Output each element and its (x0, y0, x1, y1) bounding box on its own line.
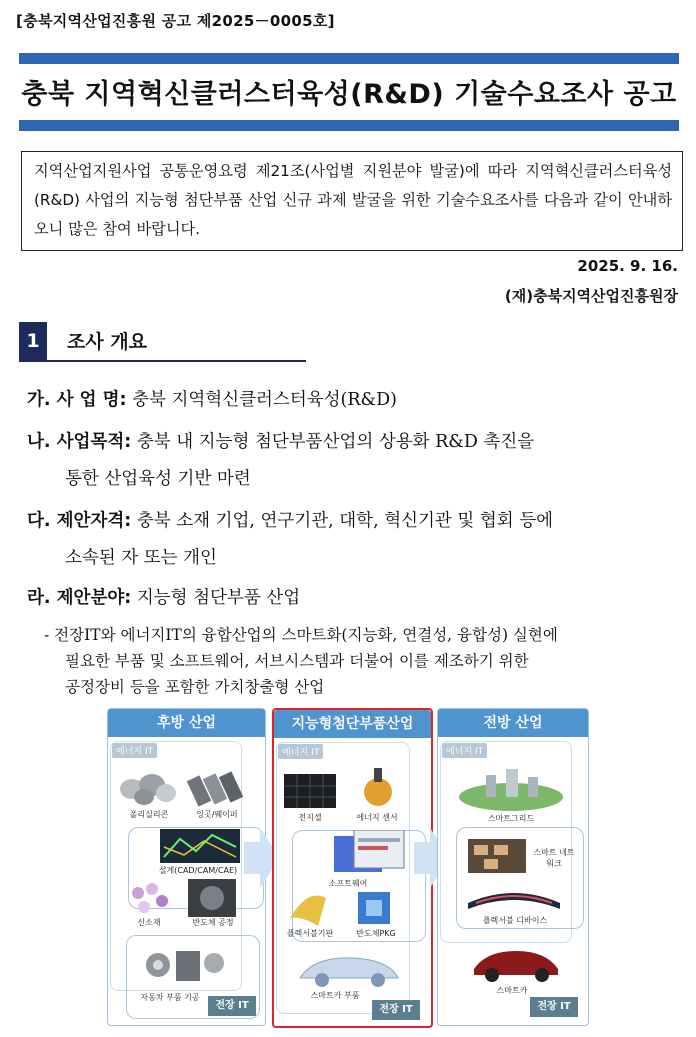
issuer: (재)충북지역산업진흥원장 (504, 287, 678, 305)
intro-text: 지역산업지원사업 공통운영요령 제21조(사업별 지원분야 발굴)에 따라 지역혁신클러스터육성(R&D) 사업의 지능형 첨단부품 산업 신규 과제 발굴을 위한 기술수요조사를 다음과 같이 안내하오니 많은 참여 바랍니다. (34, 162, 672, 238)
item-label: 가. 사 업 명: (27, 390, 127, 410)
design-screen-icon (160, 829, 240, 863)
item-text: 충북 소재 기업, 연구기관, 대학, 혁신기관 및 협회 등에 (131, 511, 554, 531)
item-business-name (27, 382, 682, 419)
semiconductor-pkg-icon (354, 888, 394, 928)
label-smartcar-parts: 스마트카 부품 (310, 991, 360, 1000)
field-desc-line2: 필요한 부품 및 소프트웨어, 서브시스템과 더불어 이를 제조하기 위한 (65, 652, 529, 670)
diagram-downstream-column (437, 708, 589, 1026)
column-header: 후방 산업 (108, 709, 265, 737)
battery-cell-icon (284, 770, 336, 810)
automotive-it-tag: 전장 IT (372, 1000, 420, 1020)
flexible-substrate-icon (288, 888, 328, 928)
label-energy-sensor: 에너지 센서 (356, 813, 398, 822)
title-top-bar (19, 53, 679, 64)
item-business-purpose (27, 424, 682, 498)
label-auto-parts: 자동차 부품 기공 (140, 993, 200, 1002)
energy-sensor-icon (358, 766, 398, 810)
label-flexible-device: 플렉서블 디바이스 (482, 916, 548, 925)
item-text: 지능형 첨단부품 산업 (131, 588, 301, 608)
item-label: 라. 제안분야: (27, 588, 132, 608)
label-semiconductor-process: 반도체 공정 (192, 918, 234, 927)
auto-parts-icon (142, 941, 232, 989)
label-smart-network: 스마트 네트워크 (533, 848, 575, 868)
column-header: 전방 산업 (438, 709, 588, 737)
semiconductor-process-icon (188, 879, 236, 917)
diagram-upstream-column (107, 708, 266, 1026)
label-design: 설계(CAD/CAM/CAE) (158, 866, 238, 875)
field-desc-line3: 공정장비 등을 포함한 가치창출형 산업 (65, 678, 325, 696)
new-material-icon (128, 881, 172, 917)
flexible-device-icon (466, 883, 562, 913)
label-smartcar: 스마트카 (496, 986, 528, 995)
label-software: 소프트웨어 (328, 879, 368, 888)
energy-it-tag: 에너지 IT (112, 743, 157, 758)
ingot-wafer-icon (186, 767, 244, 807)
section-underline (19, 360, 306, 362)
smartgrid-icon (456, 765, 566, 813)
smartcar-parts-icon (294, 948, 404, 990)
energy-it-tag: 에너지 IT (442, 743, 487, 758)
field-desc-line1: - 전장IT와 에너지IT의 융합산업의 스마트화(지능화, 연결성, 융합성) 실현에 (44, 626, 558, 644)
title-bottom-bar (19, 120, 679, 131)
diagram-core-column (272, 708, 433, 1028)
item-field (27, 580, 682, 617)
label-new-material: 신소재 (137, 918, 161, 927)
field-description (44, 622, 682, 700)
smartcar-icon (470, 941, 562, 983)
automotive-it-tag: 전장 IT (530, 997, 578, 1017)
item-label: 나. 사업목적: (27, 432, 132, 452)
smart-network-icon (464, 833, 530, 877)
energy-it-tag: 에너지 IT (278, 744, 323, 759)
item-label: 다. 제안자격: (27, 511, 132, 531)
item-text: 충북 지역혁신클러스터육성(R&D) (126, 390, 397, 410)
notice-number: [충북지역산업진흥원 공고 제2025－0005호] (16, 12, 335, 30)
column-header: 지능형첨단부품산업 (274, 710, 431, 738)
label-semiconductor-pkg: 반도체PKG (356, 929, 396, 938)
item-eligibility (27, 503, 682, 577)
page-title: 충북 지역혁신클러스터육성(R&D) 기술수요조사 공고 (21, 79, 677, 110)
item-text: 충북 내 지능형 첨단부품산업의 상용화 R&D 촉진을 (131, 432, 535, 452)
software-icon (334, 830, 406, 876)
item-text-cont: 소속된 자 또는 개인 (65, 548, 217, 568)
label-smartgrid: 스마트그리드 (487, 814, 535, 823)
automotive-it-tag: 전장 IT (208, 996, 256, 1016)
label-polysilicon: 폴리실리콘 (129, 810, 169, 819)
polysilicon-icon (118, 767, 178, 807)
label-battery-cell: 전지셀 (298, 813, 322, 822)
label-ingot-wafer: 잉곳/웨이퍼 (196, 810, 238, 819)
section-title: 조사 개요 (67, 331, 148, 353)
label-flexible-substrate: 플렉서블기판 (286, 929, 334, 938)
section-number: 1 (19, 322, 47, 360)
notice-date: 2025. 9. 16. (577, 257, 678, 275)
item-text-cont: 통한 산업육성 기반 마련 (65, 469, 251, 489)
intro-box (21, 151, 683, 251)
